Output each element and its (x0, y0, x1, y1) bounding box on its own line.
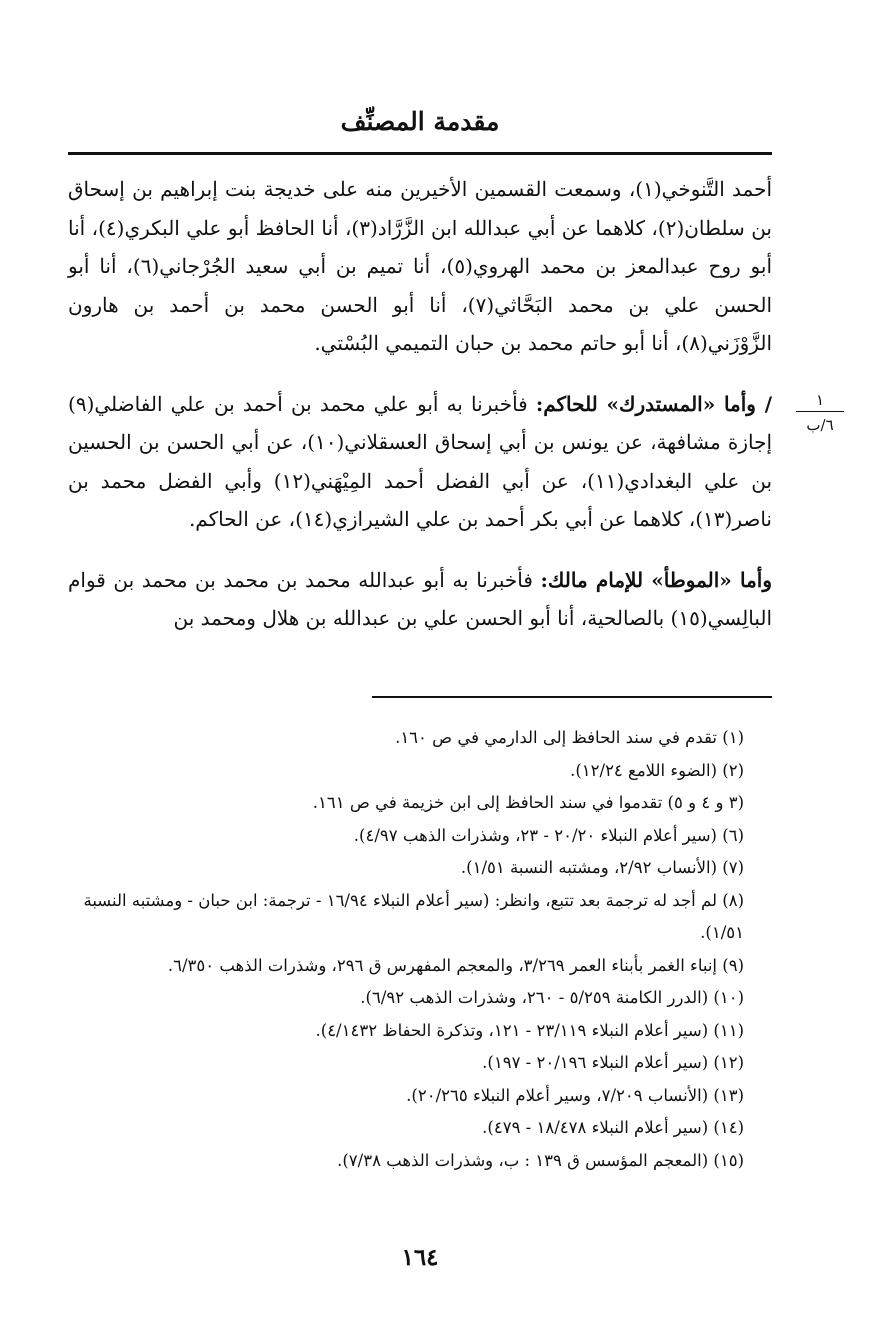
margin-folio-note (796, 390, 844, 435)
footnote-10: (١٠) (الدرر الكامنة ٥/٢٥٩ - ٢٦٠، وشذرات الذهب ٦/٩٢). (360, 988, 744, 1007)
page-title: مقدمة المصنِّف (340, 107, 500, 136)
paragraph-mustadrak (68, 385, 772, 539)
main-text-block (68, 170, 772, 638)
footnote-11: (١١) (سير أعلام النبلاء ٢٣/١١٩ - ١٢١، وتذكرة الحفاظ ٤/١٤٣٢). (315, 1020, 744, 1040)
muwatta-heading: وأما «الموطأ» للإمام مالك: (540, 567, 773, 592)
footnotes-list (68, 722, 772, 1177)
footnote-14: (١٤) (سير أعلام النبلاء ١٨/٤٧٨ - ٤٧٩). (482, 1118, 744, 1137)
footnote-1: (١) تقدم في سند الحافظ إلى الدارمي في ص ١٦٠. (395, 728, 744, 747)
margin-note-divider (796, 411, 844, 412)
footnote-12: (١٢) (سير أعلام النبلاء ٢٠/١٩٦ - ١٩٧). (482, 1053, 744, 1072)
footnote-13: (١٣) (الأنساب ٧/٢٠٩، وسير أعلام النبلاء ٢٠/٢٦٥). (406, 1085, 744, 1105)
page-number: ١٦٤ (401, 1244, 439, 1271)
footnote-2: (٢) (الضوء اللامع ١٢/٢٤). (570, 760, 744, 780)
mustadrak-text: فأخبرنا به أبو علي محمد بن أحمد بن علي الفاضلي(٩) إجازة مشافهة، عن يونس بن أبي إسحاق العسقلاني(١٠)، عن أبي الحسن بن الحسين بن علي البغدادي(١١)، عن أبي الفضل أحمد المِيْهَني(١٢) وأبي الفضل محمد بن ناصر(١٣)، كلاهما عن أبي بكر أحمد بن علي الشيرازي(١٤)، عن الحاكم. (68, 391, 773, 531)
margin-note-bottom: ٦/ب (806, 416, 834, 434)
muwatta-text: فأخبرنا به أبو عبدالله محمد بن محمد بن محمد بن قوام البالِسي(١٥) بالصالحية، أنا أبو الحسن علي بن عبدالله بن هلال ومحمد بن (68, 567, 772, 630)
footnote-7: (٧) (الأنساب ٢/٩٢، ومشتبه النسبة ١/٥١). (460, 858, 744, 877)
header-divider (68, 152, 772, 155)
mustadrak-heading: / وأما «المستدرك» للحاكم: (535, 391, 772, 416)
footnote-8: (٨) لم أجد له ترجمة بعد تتبع، وانظر: (سير أعلام النبلاء ١٦/٩٤ - ترجمة: ابن حبان - ومشتبه النسبة ١/٥١). (83, 890, 744, 942)
footnote-3-4-5: (٣ و ٤ و ٥) تقدموا في سند الحافظ إلى ابن خزيمة في ص ١٦١. (312, 793, 744, 812)
footnote-9: (٩) إنباء الغمر بأبناء العمر ٣/٢٦٩، والمعجم المفهرس ق ٢٩٦، وشذرات الذهب ٦/٣٥٠. (167, 955, 744, 975)
paragraph-isnad-ibn-hibban: أحمد التَّنوخي(١)، وسمعت القسمين الأخيرين منه على خديجة بنت إبراهيم بن إسحاق بن سلطان(٢)، كلاهما عن أبي عبدالله ابن الزَّرَّاد(٣)، أنا الحافظ أبو علي البكري(٤)، أنا أبو روح عبدالمعز بن محمد الهروي(٥)، أنا تميم بن أبي سعيد الجُرْجاني(٦)، أنا أبو الحسن علي بن محمد البَحَّاثي(٧)، أنا أبو الحسن محمد بن أحمد بن هارون الزَّوْزَني(٨)، أنا أبو حاتم محمد بن حبان التميمي البُسْتي. (68, 177, 773, 355)
margin-note-top: ١ (815, 391, 825, 409)
footnote-6: (٦) (سير أعلام النبلاء ٢٠/٢٠ - ٢٣، وشذرات الذهب ٤/٩٧). (353, 825, 744, 845)
paragraph-muwatta (68, 561, 772, 638)
footnote-divider (372, 696, 772, 698)
footnote-15: (١٥) (المعجم المؤسس ق ١٣٩ : ب، وشذرات الذهب ٧/٣٨). (337, 1150, 744, 1170)
